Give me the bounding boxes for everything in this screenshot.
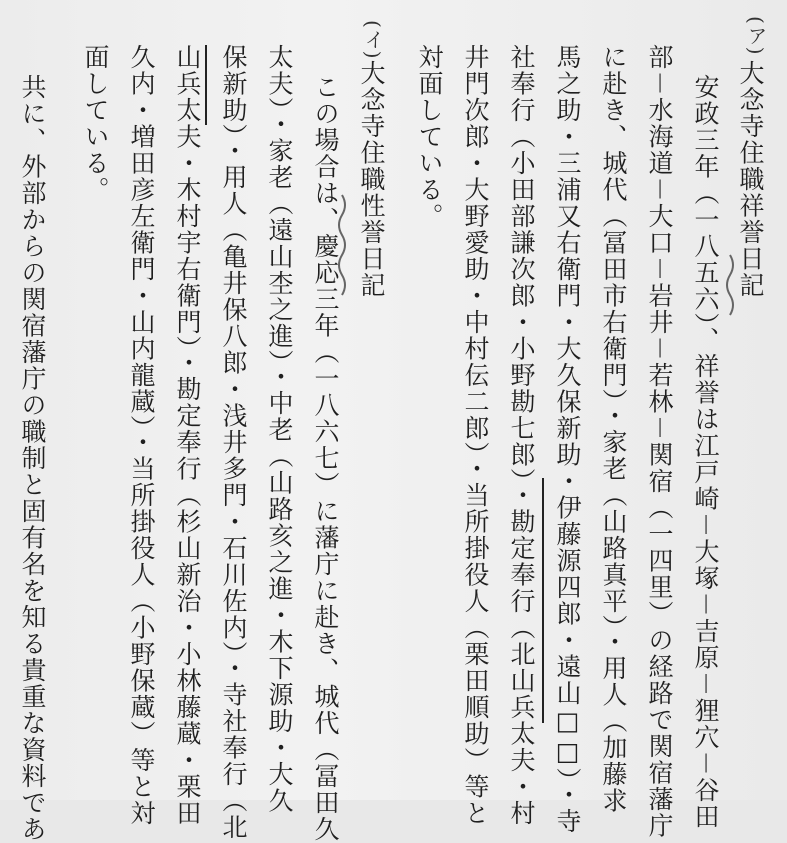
closing-line: 共に、外部からの関宿藩庁の職制と固有名を知る貴重な資料であ [18,74,47,843]
section-a-line-4: 馬之助・三浦又右衛門・大久保新助・伊藤源四郎・遠山□□）・寺 [553,44,582,835]
underline-mark [542,478,544,723]
underline-mark [205,45,207,125]
section-b-line-5: 久内・増田彦左衛門・山内龍蔵）・当所掛役人（小野保蔵）等と対 [127,44,156,827]
section-a-heading: 大念寺住職祥誉日記 [736,60,765,299]
section-b-marker: (イ) [361,20,385,61]
section-b-line-3: 保新助）・用人（亀井保八郎・浅井多門・石川佐内）・寺社奉行（北 [219,44,248,841]
section-a-line-6: 井門次郎・大野愛助・中村伝二郎）・当所掛役人（栗田順助）等と [461,44,490,827]
section-a-marker: (ア) [744,16,768,57]
section-b-line-1: この場合は、慶応三年（一八六七）に藩庁に赴き、城代（冨田久 [311,74,340,843]
section-b-line-2: 太夫）・家老（遠山杢之進）・中老（山路亥之進・木下源助・大久 [265,44,294,814]
section-a-line-5: 社奉行（小田部謙次郎・小野勘七郎）・勘定奉行（北山兵太夫・村 [507,44,536,827]
section-b-line-6: 面している。 [81,44,110,203]
section-a-line-7: 対面している。 [415,44,444,230]
section-a-line-1: 安政三年（一八五六）、祥誉は江戸崎－大塚－吉原－狸穴－谷田 [691,74,720,831]
section-a-line-3: に赴き、城代（冨田市右衛門）・家老（山路真平）・用人（加藤求 [599,44,628,814]
section-a-line-2: 部－水海道－大口－岩井－若林－関宿（一四里）の経路で関宿藩庁 [645,44,674,840]
section-b-heading: 大念寺住職性誉日記 [357,60,386,299]
section-b-line-4: 山兵太夫・木村宇右衛門）・勘定奉行（杉山新治・小林藤蔵・栗田 [173,44,202,827]
